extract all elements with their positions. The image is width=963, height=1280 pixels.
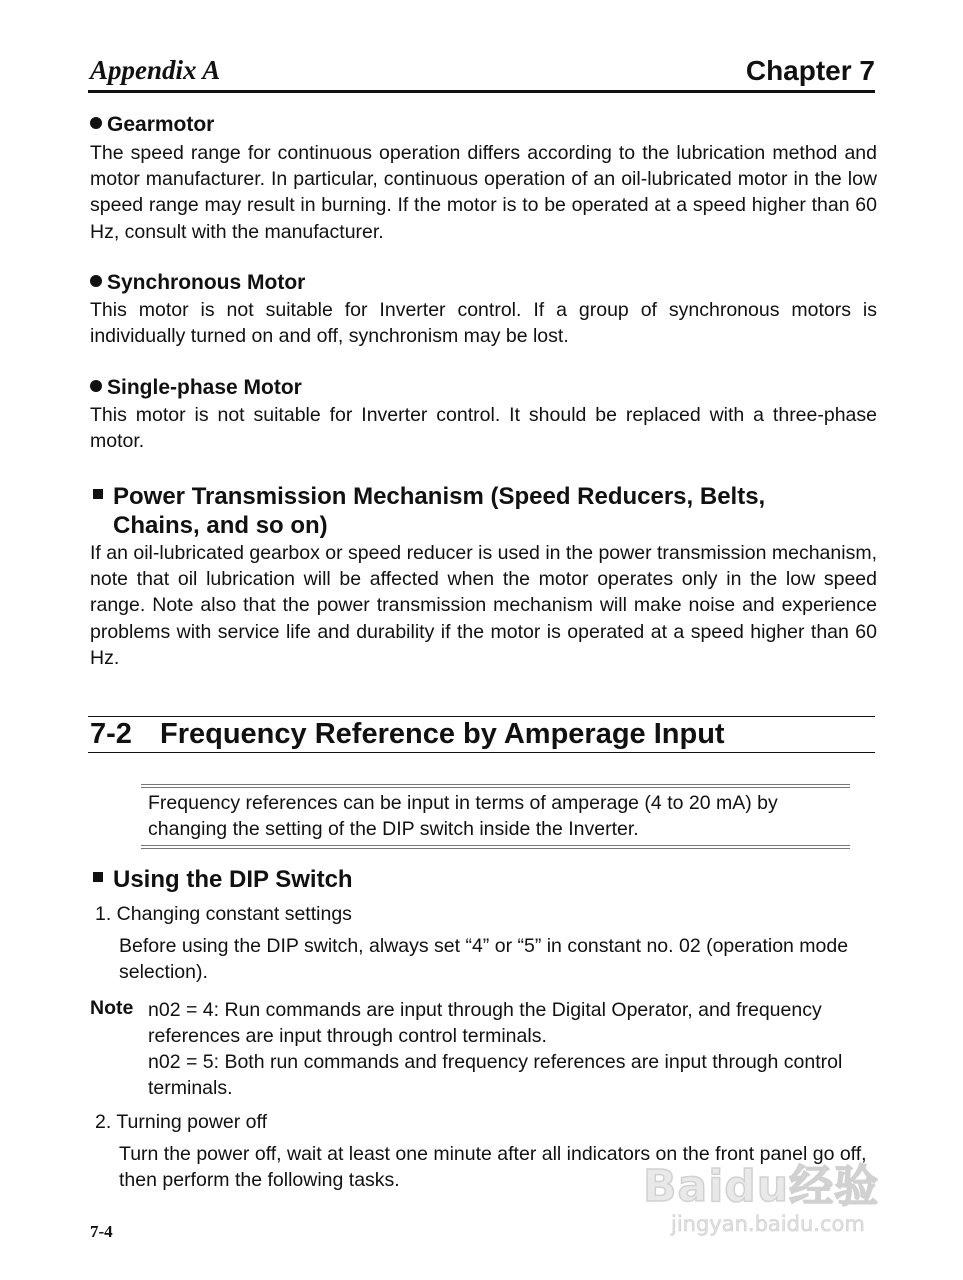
single-phase-text: This motor is not suitable for Inverter control. It should be replaced with a three-phase motor. bbox=[90, 404, 877, 453]
gearmotor-heading: Gearmotor bbox=[90, 113, 214, 137]
section-title: 7-2 Frequency Reference by Amperage Input bbox=[90, 718, 725, 750]
section-bottom-rule bbox=[88, 752, 875, 753]
baidu-watermark bbox=[643, 1130, 903, 1250]
square-bullet-icon bbox=[93, 489, 103, 499]
header-rule bbox=[88, 90, 875, 93]
note-label: Note bbox=[90, 997, 134, 1019]
box-rule-bottom-1 bbox=[141, 845, 850, 846]
step1-text: Before using the DIP switch, always set “4” or “5” in constant no. 02 (operation mode selection). bbox=[119, 935, 849, 984]
dip-switch-heading: Using the DIP Switch bbox=[93, 865, 353, 894]
intro-box-text: Frequency references can be input in terms of amperage (4 to 20 mA) by changing the setting of the DIP switch inside the Inverter. bbox=[148, 792, 778, 841]
step2-title: 2. Turning power off bbox=[95, 1111, 267, 1133]
bullet-icon bbox=[90, 380, 102, 392]
bullet-icon bbox=[90, 275, 102, 287]
single-phase-heading: Single-phase Motor bbox=[90, 376, 302, 400]
power-transmission-heading: Power Transmission Mechanism (Speed Reducers, Belts, Chains, and so on) bbox=[93, 482, 765, 540]
section-top-rule bbox=[88, 716, 875, 717]
gearmotor-text: The speed range for continuous operation differs according to the lubrication method and motor manufacturer. In particular, continuous operation of an oil-lubricated motor in the low speed range may result in burning. If the motor is to be operated at a speed higher than 60 Hz, consult with the manufacturer. bbox=[90, 142, 877, 243]
synchronous-text: This motor is not suitable for Inverter control. If a group of synchronous motors is individually turned on and off, synchronism may be lost. bbox=[90, 299, 877, 348]
square-bullet-icon bbox=[93, 872, 103, 882]
note-line-1: n02 = 4: Run commands are input through the Digital Operator, and frequency references are input through control terminals. bbox=[148, 999, 822, 1048]
page-number: 7-4 bbox=[90, 1222, 113, 1241]
header-chapter: Chapter 7 bbox=[745, 55, 875, 86]
box-rule-top-1 bbox=[141, 784, 850, 785]
header-appendix: Appendix A bbox=[90, 55, 221, 85]
watermark-logo: Baidu经验 bbox=[643, 1161, 880, 1212]
note-line-2: n02 = 5: Both run commands and frequency references are input through control terminals. bbox=[148, 1051, 843, 1100]
power-transmission-text: If an oil-lubricated gearbox or speed reducer is used in the power transmission mechanism, note that oil lubrication will be affected when the motor operates only in the low speed range. Note also that the power transmission mechanism will make noise and experience problems with service life and durability if the motor is operated at a speed higher than 60 Hz. bbox=[90, 542, 877, 669]
section-number: 7-2 bbox=[90, 718, 132, 750]
synchronous-heading: Synchronous Motor bbox=[90, 271, 305, 295]
watermark-url: jingyan.baidu.com bbox=[671, 1212, 865, 1236]
step2-text: Turn the power off, wait at least one minute after all indicators on the front panel go off, then perform the following tasks. bbox=[119, 1143, 867, 1192]
bullet-icon bbox=[90, 117, 102, 129]
box-rule-top-2 bbox=[141, 787, 850, 788]
box-rule-bottom-2 bbox=[141, 848, 850, 849]
step1-title: 1. Changing constant settings bbox=[95, 903, 352, 925]
